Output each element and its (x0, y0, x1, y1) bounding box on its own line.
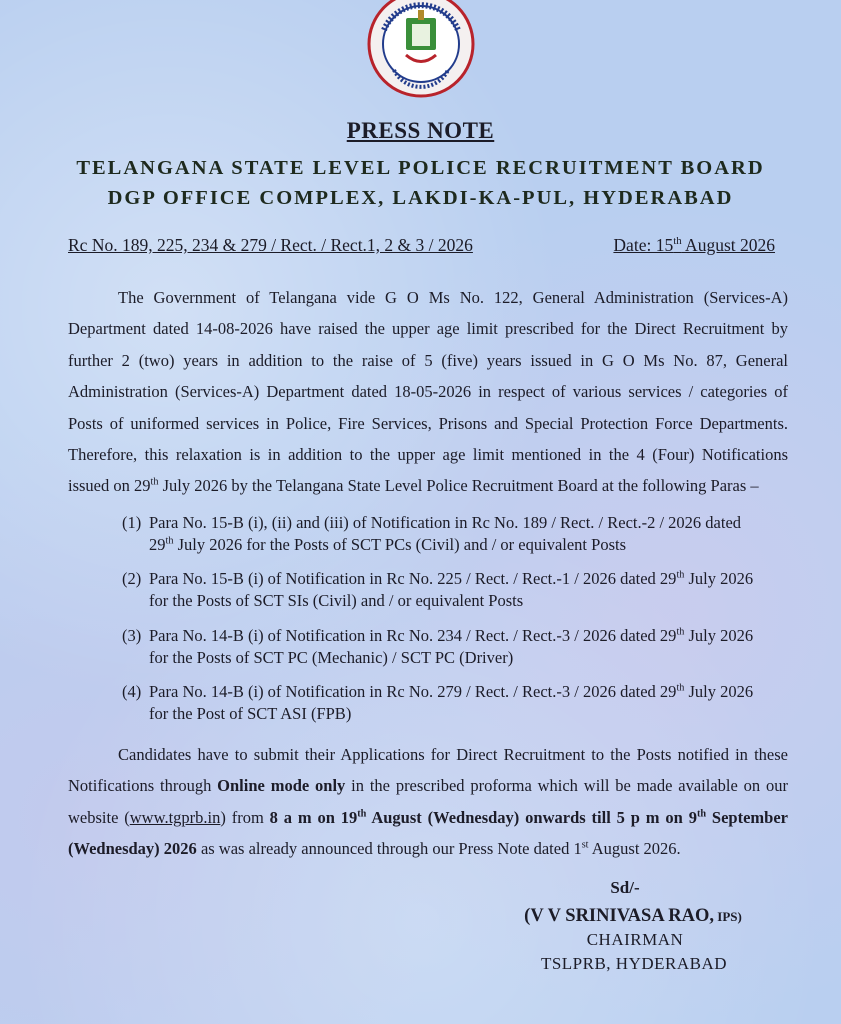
list-item-text: Para No. 15-B (i) of Notification in Rc No. 225 / Rect. / Rect.-1 / 2026 dated 29th July 2026 for the Posts of SCT SIs (Civil) and / or equivalent Posts (149, 569, 754, 610)
organization-name: TELANGANA STATE LEVEL POLICE RECRUITMENT BOARD (76, 157, 765, 179)
press-note-title: PRESS NOTE (346, 118, 495, 143)
list-item-text: Para No. 14-B (i) of Notification in Rc No. 279 / Rect. / Rect.-3 / 2026 dated 29th July 2026 for the Post of SCT ASI (FPB) (149, 682, 754, 723)
paragraph-body: The Government of Telangana vide G O Ms No. 122, General Administration (Services-A) Department dated 14-08-2026 have raised the upper age limit prescribed for the Direct Recruitment by further 2 (two) years in addition to the raise of 5 (five) years issued in G O Ms No. 87, General Administration (Services-A) Department dated 18-05-2026 in respect of various services / categories of Posts of uniformed services in Police, Fire Services, Prisons and Special Protection Force Departments. Therefore, this relaxation is in addition to the upper age limit mentioned in the 4 (Four) Notifications (68, 288, 788, 465)
reference-number: Rc No. 189, 225, 234 & 279 / Rect. / Rect.1, 2 & 3 / 2026 (68, 235, 473, 255)
list-item-number: (3) (122, 626, 142, 645)
list-item-number: (4) (122, 682, 142, 701)
signatory-office: TSLPRB, HYDERABAD (540, 954, 728, 973)
paragraph-last-line: issued on 29th July 2026 by the Telangana State Level Police Recruitment Board at the following Paras – (68, 476, 759, 496)
signatory-designation: CHAIRMAN (586, 930, 684, 949)
website-link[interactable]: www.tgprb.in (129, 807, 221, 827)
list-item-number: (2) (122, 569, 142, 588)
signatory-name: (V V SRINIVASA RAO, IPS) (524, 906, 742, 926)
list-item-number: (1) (122, 513, 142, 532)
paragraph-age-relaxation (68, 282, 788, 502)
list-item-text: Para No. 14-B (i) of Notification in Rc No. 234 / Rect. / Rect.-3 / 2026 dated 29th July 2026 for the Posts of SCT PC (Mechanic) / SCT PC (Driver) (149, 626, 754, 667)
paragraph-online-application: Candidates have to submit their Applications for Direct Recruitment to the Posts notified in these Notifications through Online mode only in the prescribed proforma which will be made available on our website (www.tgprb.in) from 8 a m on 19th August (Wednesday) onwards till 5 p m on 9th September (Wednesday) 2026 as was already announced through our Press Note dated 1st August 2026. (68, 745, 789, 859)
list-item-text: Para No. 15-B (i), (ii) and (iii) of Notification in Rc No. 189 / Rect. / Rect.-2 / 2026 dated 29th July 2026 for the Posts of SCT PCs (Civil) and / or equivalent Posts (149, 513, 742, 554)
reference-line (68, 235, 775, 256)
tslprb-seal-logo (366, 0, 476, 100)
press-note-date: Date: 15th August 2026 (613, 235, 775, 255)
organization-address: DGP OFFICE COMPLEX, LAKDI-KA-PUL, HYDERABAD (107, 187, 734, 209)
signature-sd: Sd/- (610, 878, 640, 897)
